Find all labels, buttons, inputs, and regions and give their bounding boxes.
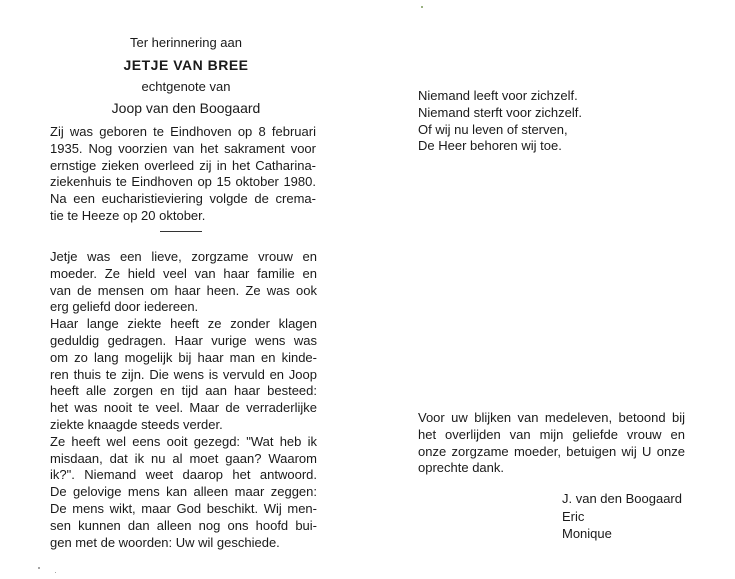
scan-speck — [38, 567, 40, 569]
divider-rule — [160, 231, 202, 232]
spouse-label: echtgenote van — [141, 79, 231, 94]
verse-line: Niemand leeft voor zichzelf. — [418, 88, 578, 103]
story-line: moeder. Ze hield veel van haar familie en — [50, 265, 317, 281]
story-line: gen met de woorden: Uw wil geschiede. — [50, 534, 280, 550]
scan-speck — [55, 572, 56, 573]
story-line: om zo lang mogelijk bij haar man en kinde- — [50, 349, 317, 365]
story-line: Haar lange ziekte heeft ze zonder klagen — [50, 316, 317, 332]
story-line: erg geliefd door iedereen. — [50, 299, 199, 315]
thanks-line: onze zorgzame moeder, betuigen wij U onze — [418, 443, 685, 459]
biography-paragraph — [50, 124, 316, 225]
story-line: misdaan, dat ik nu al moet gaan? Waarom — [50, 450, 317, 466]
story-line: ren thuis te zijn. Die wens is vervuld en Joop — [50, 366, 317, 382]
story-paragraph — [50, 249, 317, 551]
spouse-name: Joop van den Boogaard — [111, 100, 261, 116]
thanks-line: Voor uw blijken van medeleven, betoond bij — [418, 410, 685, 425]
verse-line: De Heer behoren wij toe. — [418, 138, 562, 154]
signature-name: Monique — [562, 526, 612, 541]
verse-line: Niemand sterft voor zichzelf. — [418, 104, 583, 120]
story-line: ziekte knaagde steeds verder. — [50, 416, 223, 432]
story-line: sen kunnen dan alleen nog ons hoofd bui- — [50, 517, 317, 533]
story-line: ik?". Niemand weet daarop het antwoord. — [50, 467, 317, 483]
story-line: De gelovige mens kan alleen maar zeggen: — [50, 484, 317, 500]
thanks-line: het overlijden van mijn geliefde vrouw en — [418, 426, 685, 442]
bio-line: ziekenhuis te Eindhoven op 15 oktober 1980. — [50, 174, 316, 190]
story-line: Ze heeft wel eens ooit gezegd: "Wat heb ik — [50, 433, 317, 449]
story-line: geduldig gedragen. Haar vurige wens was — [50, 332, 317, 348]
signatures — [562, 490, 722, 543]
scan-speck — [421, 6, 423, 8]
thanks-paragraph — [418, 410, 685, 477]
story-line: heeft alle zorgen en tijd aan haar besteed: — [50, 383, 317, 399]
deceased-name: JETJE VAN BREE — [123, 57, 249, 73]
story-line: De mens wikt, maar God beschikt. Wij men- — [50, 500, 317, 516]
story-line: van de mensen om haar heen. Ze was ook — [50, 282, 317, 298]
signature-name: Eric — [562, 508, 585, 524]
story-line: het was nooit te veel. Maar de verraderlijke — [50, 400, 317, 416]
story-line: Jetje was een lieve, zorgzame vrouw en — [50, 249, 317, 264]
verse-paragraph — [418, 88, 658, 155]
thanks-line: oprechte dank. — [418, 460, 505, 476]
bio-line: Zij was geboren te Eindhoven op 8 februari — [50, 124, 316, 139]
bio-line: ernstige zieken overleed zij in het Catharina- — [50, 157, 316, 173]
memory-heading: Ter herinnering aan — [129, 35, 243, 50]
bio-line: tie te Heeze op 20 oktober. — [50, 207, 206, 223]
bio-line: 1935. Nog voorzien van het sakrament voor — [50, 140, 316, 156]
verse-line: Of wij nu leven of sterven, — [418, 121, 568, 137]
bio-line: Na een eucharistieviering volgde de crema- — [50, 191, 316, 207]
signature-name: J. van den Boogaard — [562, 491, 682, 506]
